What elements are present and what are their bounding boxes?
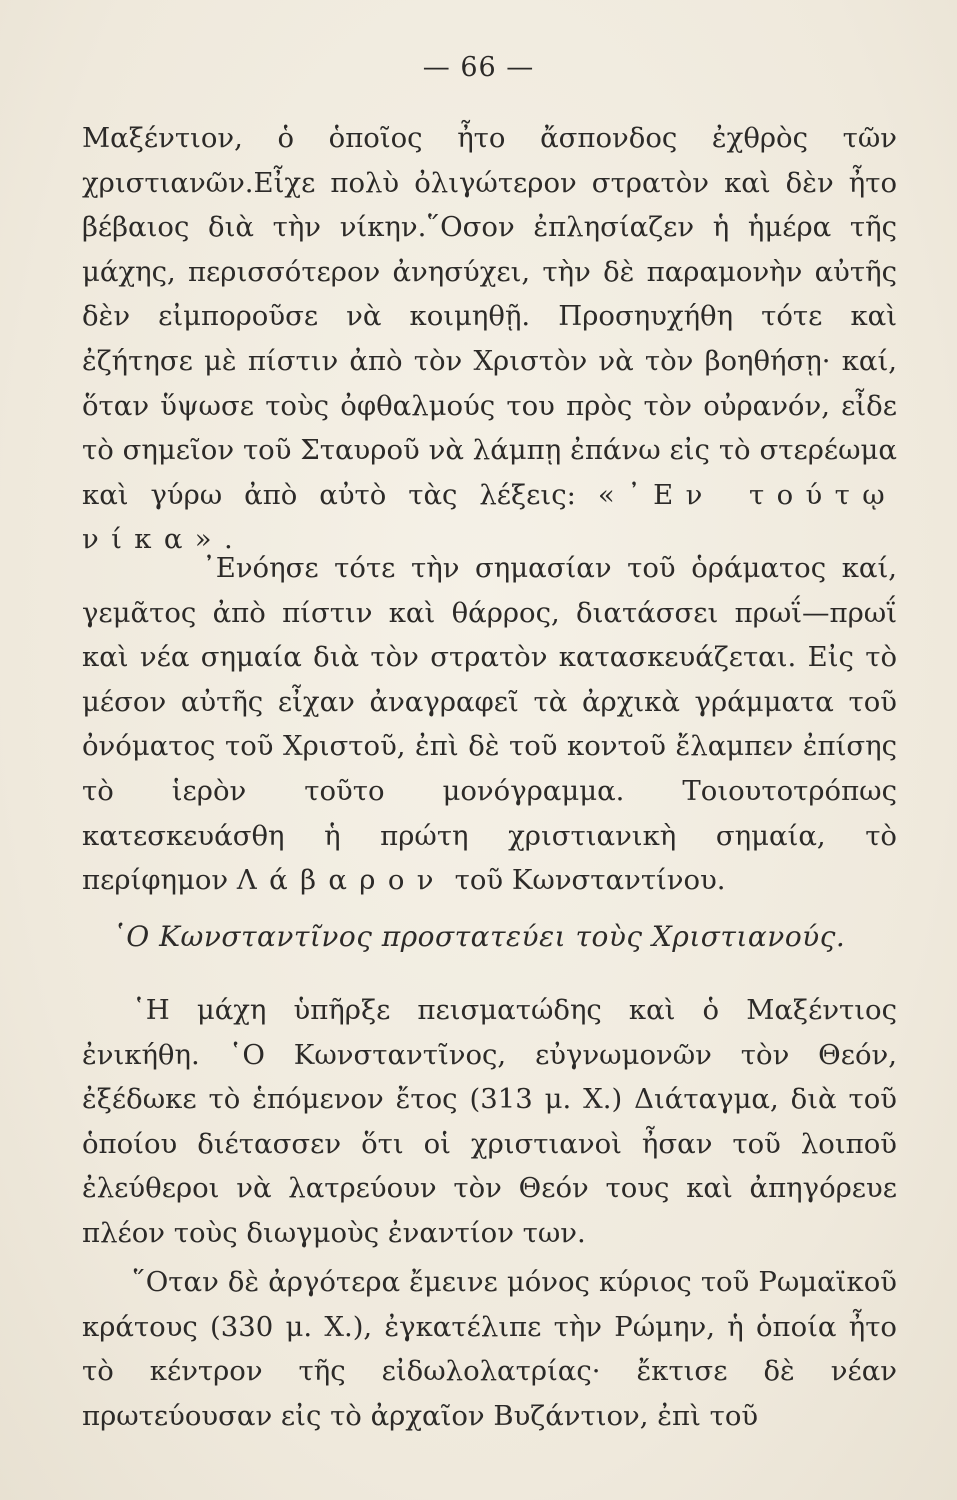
- paragraph-4: [82, 1260, 897, 1438]
- quote-en-touto-nika: «᾿Εν τούτῳ νίκα».: [82, 478, 897, 556]
- paragraph-2-end: τοῦ Κωνσταντίνου.: [454, 864, 726, 897]
- paragraph-1: [82, 116, 897, 562]
- paragraph-2: [82, 546, 897, 903]
- labarum-word: Λάβαρον: [236, 864, 446, 897]
- paragraph-3-text: ῾Η μάχη ὑπῆρξε πεισματώδης καὶ ὁ Μαξέντιος ἐνικήθη. ῾Ο Κωνσταντῖνος, εὐγνωμονῶν τὸν Θεόν, ἐξέδωκε τὸ ἑπόμενον ἔτος (313 μ. Χ.) Διάταγμα, διὰ τοῦ ὁποίου διέτασσεν ὅτι οἱ χριστιανοὶ ἦσαν τοῦ λοιποῦ ἐλεύθεροι νὰ λατρεύουν τὸν Θεόν τους καὶ ἀπηγόρευε πλέον τοὺς διωγμοὺς ἐναντίον των.: [82, 994, 897, 1249]
- paragraph-4-text: ῞Οταν δὲ ἀργότερα ἔμεινε μόνος κύριος τοῦ Ρωμαϊκοῦ κράτους (330 μ. Χ.), ἐγκατέλιπε τὴν Ρώμην, ἡ ὁποία ἦτο τὸ κέντρον τῆς εἰδωλολατρίας· ἔκτισε δὲ νέαν πρωτεύουσαν εἰς τὸ ἀρχαῖον Βυζάντιον, ἐπὶ τοῦ: [82, 1266, 897, 1432]
- page-number: — 66 —: [422, 52, 535, 83]
- paragraph-3: [82, 988, 897, 1256]
- section-heading: ῾Ο Κωνσταντῖνος προστατεύει τοὺς Χριστιανούς.: [111, 920, 846, 953]
- paragraph-1-text: Μαξέντιον, ὁ ὁποῖος ἦτο ἄσπονδος ἐχθρὸς τῶν χριστιανῶν.Εἶχε πολὺ ὀλιγώτερον στρατὸν καὶ δὲν ἦτο βέβαιος διὰ τὴν νίκην.῞Οσον ἐπλησίαζεν ἡ ἡμέρα τῆς μάχης, περισσότερον ἀνησύχει, τὴν δὲ παραμονὴν αὐτῆς δὲν εἰμποροῦσε νὰ κοιμηθῇ. Προσηυχήθη τότε καὶ ἐζήτησε μὲ πίστιν ἀπὸ τὸν Χριστὸν νὰ τὸν βοηθήσῃ· καί, ὅταν ὕψωσε τοὺς ὀφθαλμούς του πρὸς τὸν οὐρανόν, εἶδε τὸ σημεῖον τοῦ Σταυροῦ νὰ λάμπῃ ἐπάνω εἰς τὸ στερέωμα καὶ γύρω ἀπὸ αὐτὸ τὰς λέξεις:: [82, 122, 897, 511]
- paragraph-2-text: ᾿Ενόησε τότε τὴν σημασίαν τοῦ ὁράματος καί, γεμᾶτος ἀπὸ πίστιν καὶ θάρρος, διατάσσει πρωΐ—πρωΐ καὶ νέα σημαία διὰ τὸν στρατὸν κατασκευάζεται. Εἰς τὸ μέσον αὐτῆς εἶχαν ἀναγραφεῖ τὰ ἀρχικὰ γράμματα τοῦ ὀνόματος τοῦ Χριστοῦ, ἐπὶ δὲ τοῦ κοντοῦ ἔλαμπεν ἐπίσης τὸ ἱερὸν τοῦτο μονόγραμμα. Τοιουτοτρόπως κατεσκευάσθη ἡ πρώτη χριστιανικὴ σημαία, τὸ περίφημον: [82, 552, 897, 897]
